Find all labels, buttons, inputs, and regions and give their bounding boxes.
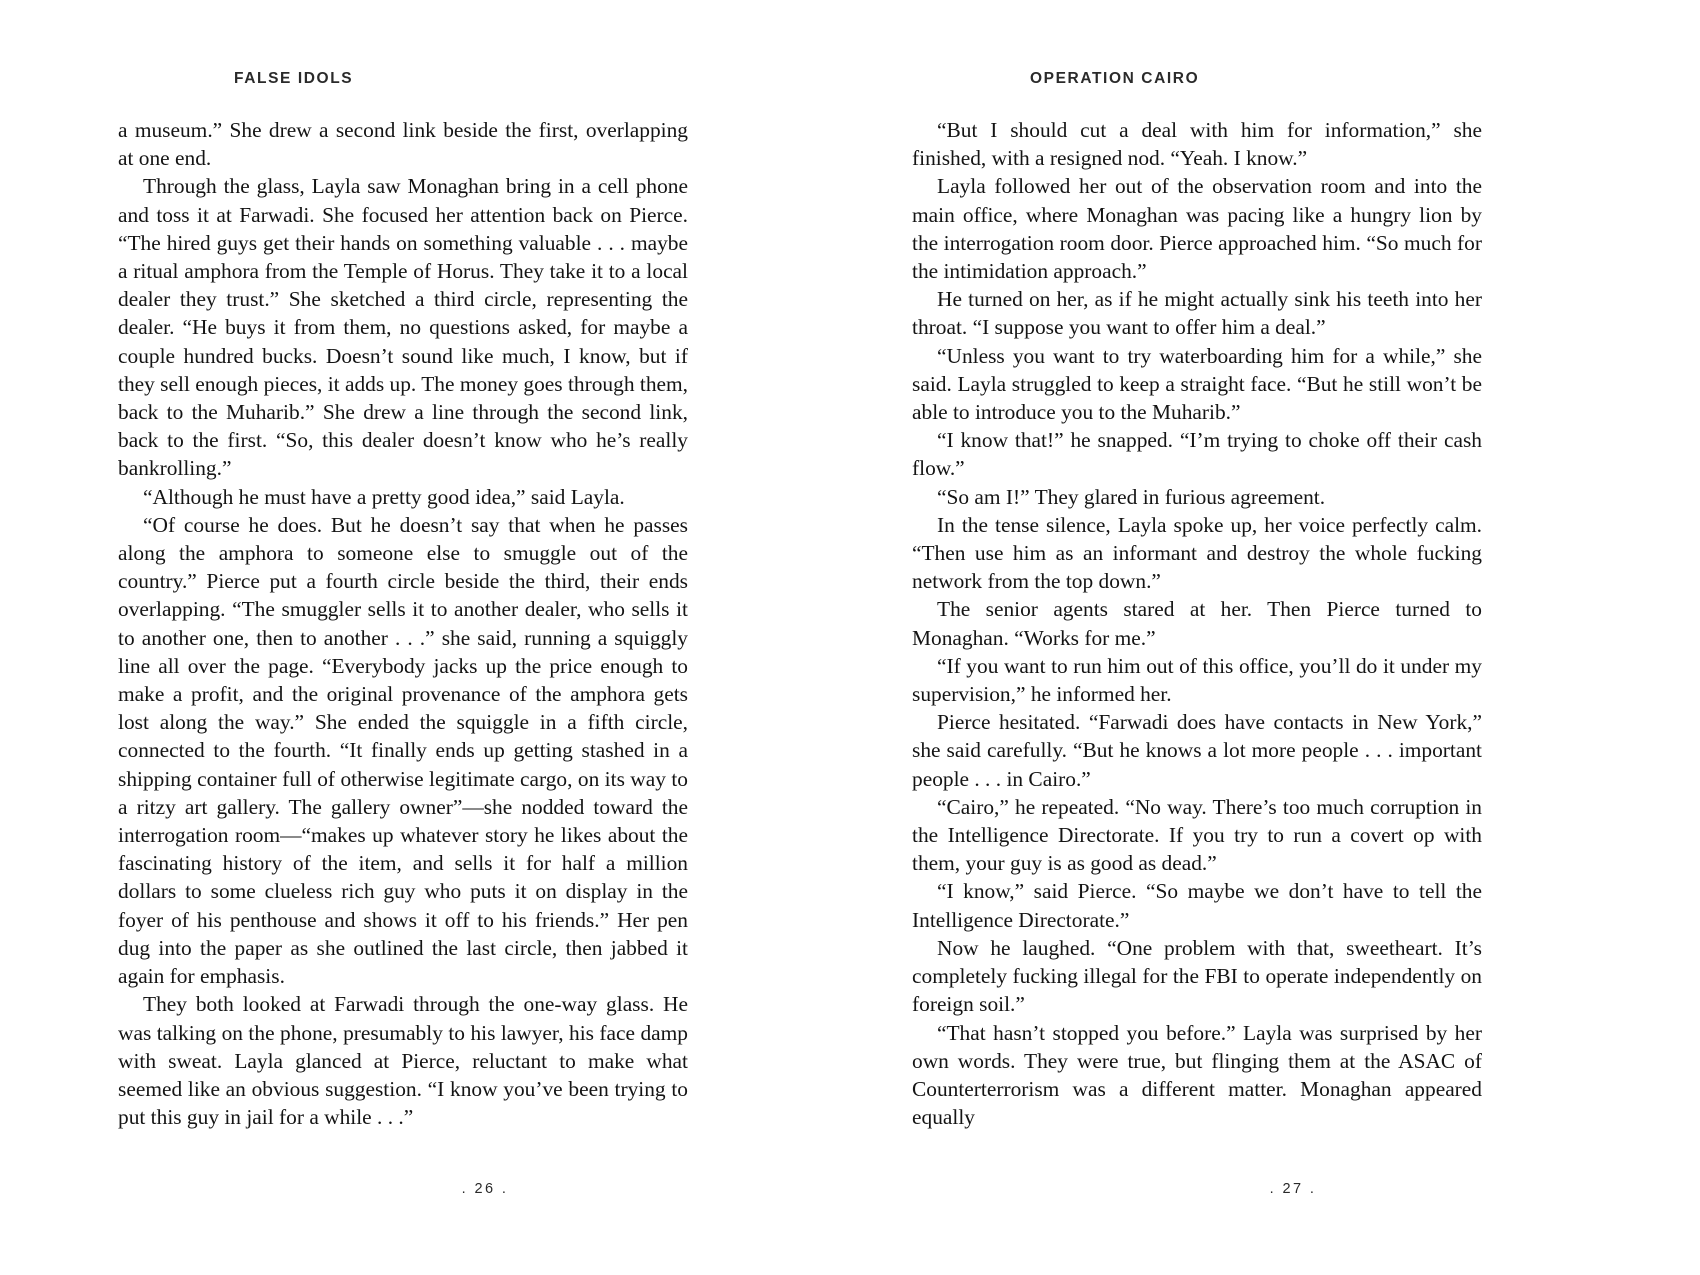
paragraph: “I know,” said Pierce. “So maybe we don’t have to tell the Intelligence Directorate.” — [912, 879, 1482, 932]
paragraph: They both looked at Farwadi through the one-way glass. He was talking on the phone, presumably to his lawyer, his face damp with sweat. Layla glanced at Pierce, reluctant to make what seemed like an obvious suggestion. “I know you’ve been trying to put this guy in jail for a while . . .” — [118, 992, 688, 1130]
paragraph: “So am I!” They glared in furious agreement. — [937, 484, 1326, 509]
running-head-right: OPERATION CAIRO — [1030, 70, 1200, 87]
page-right — [850, 0, 1700, 1275]
paragraph: “Unless you want to try waterboarding him for a while,” she said. Layla struggled to keep a straight face. “But he still won’t be able to introduce you to the Muharib.” — [912, 343, 1482, 425]
running-head-left: FALSE IDOLS — [234, 70, 354, 87]
paragraph: “But I should cut a deal with him for information,” she finished, with a resigned nod. “Yeah. I know.” — [912, 118, 1482, 171]
paragraph: Pierce hesitated. “Farwadi does have contacts in New York,” she said carefully. “But he knows a lot more people . . . important people . . . in Cairo.” — [912, 710, 1482, 791]
paragraph: “That hasn’t stopped you before.” Layla was surprised by her own words. They were true, but flinging them at the ASAC of Counterterrorism was a different matter. Monaghan appeared equally — [912, 1020, 1482, 1130]
paragraph: “Cairo,” he repeated. “No way. There’s too much corruption in the Intelligence Directorate. If you try to run a covert op with them, your guy is as good as dead.” — [912, 794, 1482, 876]
paragraph: The senior agents stared at her. Then Pierce turned to Monaghan. “Works for me.” — [912, 597, 1482, 650]
paragraph: “I know that!” he snapped. “I’m trying to choke off their cash flow.” — [912, 428, 1482, 481]
page-right-content — [912, 70, 1482, 1215]
paragraph: He turned on her, as if he might actually sink his teeth into her throat. “I suppose you want to offer him a deal.” — [912, 287, 1482, 340]
paragraph: In the tense silence, Layla spoke up, her voice perfectly calm. “Then use him as an informant and destroy the whole fucking network from the top down.” — [912, 512, 1482, 594]
page-left-content — [118, 70, 688, 1215]
paragraph: “Of course he does. But he doesn’t say that when he passes along the amphora to someone else to smuggle out of the country.” Pierce put a fourth circle beside the third, their ends overlapping. “The smuggler sells it to another dealer, who sells it to another one, then to another . . .” she said, running a squiggly line all over the page. “Everybody jacks up the price enough to make a profit, and the original provenance of the amphora gets lost along the way.” She ended the squiggle in a fifth circle, connected to the fourth. “It finally ends up getting stashed in a shipping container full of otherwise legitimate cargo, on its way to a ritzy art gallery. The gallery owner”—she nodded toward the interrogation room—“makes up whatever story he likes about the fascinating history of the item, and sells it for half a million dollars to some clueless rich guy who puts it on display in the foyer of his penthouse and shows it off to his friends.” Her pen dug into the paper as she outlined the last circle, then jabbed it again for emphasis. — [118, 512, 688, 989]
page-number-right: . 27 . — [1269, 1181, 1317, 1197]
page-number-left: . 26 . — [461, 1181, 509, 1197]
paragraph: a museum.” She drew a second link beside the first, overlapping at one end. — [118, 118, 688, 171]
paragraph: Layla followed her out of the observation room and into the main office, where Monaghan was pacing like a hungry lion by the interrogation room door. Pierce approached him. “So much for the intimidation approach.” — [912, 174, 1482, 284]
paragraph: “If you want to run him out of this office, you’ll do it under my supervision,” he informed her. — [912, 653, 1482, 707]
paragraph: Through the glass, Layla saw Monaghan bring in a cell phone and toss it at Farwadi. She focused her attention back on Pierce. “The hired guys get their hands on something valuable . . . maybe a ritual amphora from the Temple of Horus. They take it to a local dealer they trust.” She sketched a third circle, representing the dealer. “He buys it from them, no questions asked, for maybe a couple hundred bucks. Doesn’t sound like much, I know, but if they sell enough pieces, it adds up. The money goes through them, back to the Muharib.” She drew a line through the second link, back to the first. “So, this dealer doesn’t know who he’s really bankrolling.” — [118, 174, 688, 481]
body-text-left — [118, 116, 688, 1131]
paragraph: Now he laughed. “One problem with that, sweetheart. It’s completely fucking illegal for the FBI to operate independently on foreign soil.” — [912, 935, 1482, 1017]
body-text-right — [912, 116, 1482, 1131]
paragraph: “Although he must have a pretty good idea,” said Layla. — [143, 484, 625, 509]
